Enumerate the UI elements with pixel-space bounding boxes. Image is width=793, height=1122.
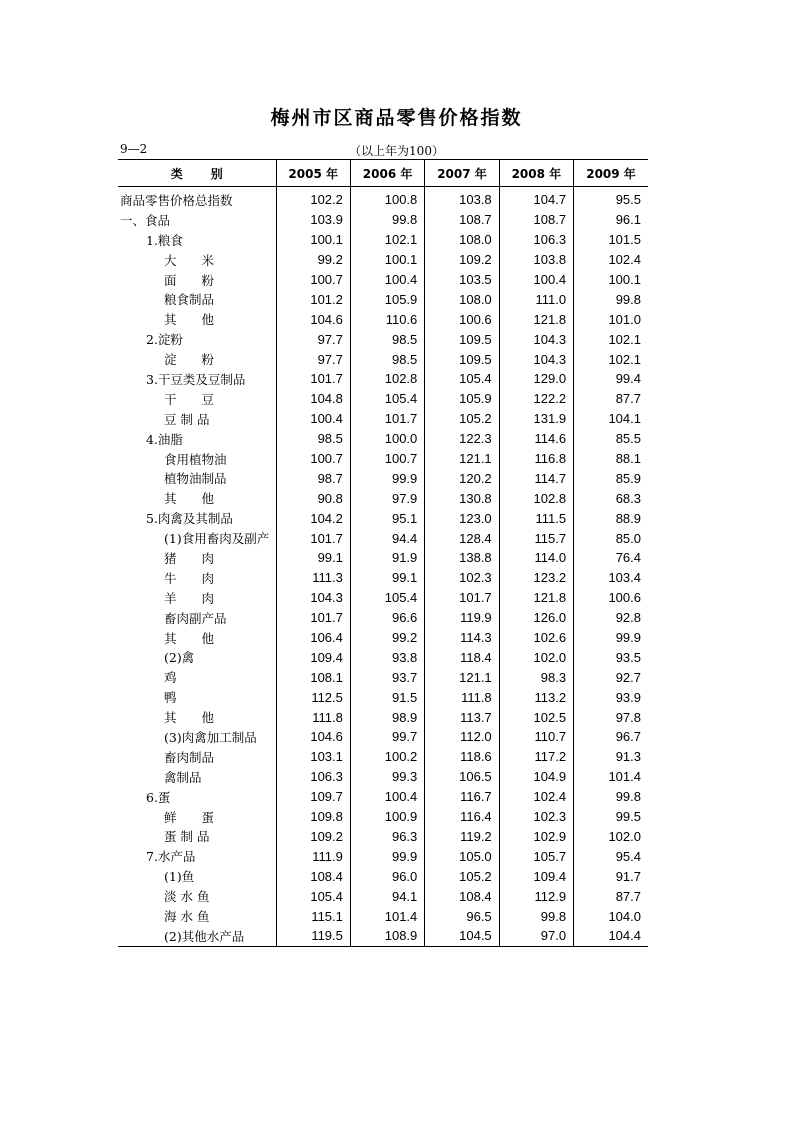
index-value: 129.0 <box>499 369 573 389</box>
index-value: 102.8 <box>350 369 424 389</box>
table-row <box>118 449 648 469</box>
index-value: 85.5 <box>574 429 648 449</box>
row-label: 蛋 制 品 <box>164 829 210 845</box>
table-row <box>118 926 648 946</box>
header-year: 2006 年 <box>350 160 424 187</box>
index-value: 97.8 <box>574 707 648 727</box>
row-label: 其 他 <box>164 312 215 328</box>
index-value: 106.4 <box>276 628 350 648</box>
index-value: 102.3 <box>425 568 499 588</box>
table-row <box>118 568 648 588</box>
row-label: 商品零售价格总指数 <box>120 192 233 208</box>
table-row <box>118 906 648 926</box>
index-value: 126.0 <box>499 608 573 628</box>
index-value: 116.7 <box>425 787 499 807</box>
table-row <box>118 309 648 329</box>
table-row <box>118 270 648 290</box>
index-value: 92.8 <box>574 608 648 628</box>
header-category-b: 别 <box>210 166 223 181</box>
index-value: 108.0 <box>425 230 499 250</box>
index-value: 102.1 <box>574 349 648 369</box>
index-value: 119.2 <box>425 827 499 847</box>
row-label: 1.粮食 <box>146 232 183 248</box>
row-label: 一、食品 <box>120 212 171 228</box>
index-value: 98.5 <box>276 429 350 449</box>
index-value: 102.0 <box>574 827 648 847</box>
row-label: 其 他 <box>164 710 215 726</box>
row-label: 羊 肉 <box>164 590 215 606</box>
index-value: 112.0 <box>425 727 499 747</box>
index-value: 102.4 <box>574 250 648 270</box>
table-row <box>118 886 648 906</box>
index-value: 96.0 <box>350 866 424 886</box>
index-value: 108.0 <box>425 289 499 309</box>
index-value: 121.1 <box>425 667 499 687</box>
table-row <box>118 369 648 389</box>
index-value: 104.6 <box>276 309 350 329</box>
index-value: 99.1 <box>276 548 350 568</box>
table-body <box>118 187 648 947</box>
index-value: 98.9 <box>350 707 424 727</box>
index-value: 104.3 <box>499 349 573 369</box>
index-value: 106.3 <box>499 230 573 250</box>
row-label: (1)鱼 <box>164 869 195 885</box>
table-row <box>118 787 648 807</box>
index-value: 122.3 <box>425 429 499 449</box>
header-year: 2007 年 <box>425 160 499 187</box>
index-value: 100.0 <box>350 429 424 449</box>
index-value: 115.1 <box>276 906 350 926</box>
index-value: 108.4 <box>276 866 350 886</box>
table-row <box>118 588 648 608</box>
index-value: 102.8 <box>499 488 573 508</box>
index-value: 94.1 <box>350 886 424 906</box>
index-value: 87.7 <box>574 886 648 906</box>
index-value: 87.7 <box>574 389 648 409</box>
index-value: 108.9 <box>350 926 424 946</box>
table-row <box>118 528 648 548</box>
row-label: 畜肉副产品 <box>164 610 227 626</box>
table-row <box>118 608 648 628</box>
table-row <box>118 429 648 449</box>
index-value: 98.7 <box>276 468 350 488</box>
row-label: 猪 肉 <box>164 550 215 566</box>
table-row <box>118 187 648 210</box>
index-value: 92.7 <box>574 667 648 687</box>
index-value: 110.7 <box>499 727 573 747</box>
index-value: 105.4 <box>350 588 424 608</box>
index-value: 96.3 <box>350 827 424 847</box>
index-value: 112.9 <box>499 886 573 906</box>
index-value: 100.8 <box>350 187 424 210</box>
index-value: 99.8 <box>574 787 648 807</box>
index-value: 99.8 <box>350 210 424 230</box>
index-value: 106.3 <box>276 767 350 787</box>
row-label: 鸭 <box>164 690 177 706</box>
index-value: 103.8 <box>499 250 573 270</box>
row-label: 其 他 <box>164 491 215 507</box>
index-value: 93.9 <box>574 687 648 707</box>
index-value: 105.4 <box>350 389 424 409</box>
index-value: 104.3 <box>499 329 573 349</box>
index-value: 100.7 <box>350 449 424 469</box>
index-value: 99.9 <box>574 628 648 648</box>
index-value: 123.0 <box>425 508 499 528</box>
index-value: 101.5 <box>574 230 648 250</box>
index-value: 109.5 <box>425 349 499 369</box>
index-value: 93.8 <box>350 647 424 667</box>
index-value: 99.1 <box>350 568 424 588</box>
table-row <box>118 727 648 747</box>
index-value: 104.4 <box>574 926 648 946</box>
index-value: 100.4 <box>499 270 573 290</box>
index-value: 91.9 <box>350 548 424 568</box>
index-value: 101.7 <box>276 528 350 548</box>
row-label: 5.肉禽及其制品 <box>146 511 233 527</box>
table-row <box>118 548 648 568</box>
index-value: 100.4 <box>350 270 424 290</box>
index-value: 121.1 <box>425 449 499 469</box>
index-value: 102.1 <box>574 329 648 349</box>
index-value: 97.9 <box>350 488 424 508</box>
index-value: 96.7 <box>574 727 648 747</box>
index-value: 99.8 <box>574 289 648 309</box>
index-value: 100.7 <box>276 270 350 290</box>
index-value: 104.6 <box>276 727 350 747</box>
index-value: 111.3 <box>276 568 350 588</box>
index-value: 102.5 <box>499 707 573 727</box>
row-label: 海 水 鱼 <box>164 909 210 924</box>
table-row <box>118 707 648 727</box>
index-value: 104.9 <box>499 767 573 787</box>
index-value: 76.4 <box>574 548 648 568</box>
index-value: 113.7 <box>425 707 499 727</box>
index-value: 102.3 <box>499 807 573 827</box>
index-value: 111.8 <box>425 687 499 707</box>
index-value: 100.2 <box>350 747 424 767</box>
table-row <box>118 667 648 687</box>
index-value: 114.6 <box>499 429 573 449</box>
index-value: 93.7 <box>350 667 424 687</box>
index-value: 100.7 <box>276 449 350 469</box>
index-value: 108.1 <box>276 667 350 687</box>
index-value: 109.2 <box>425 250 499 270</box>
index-value: 101.7 <box>276 608 350 628</box>
index-value: 109.5 <box>425 329 499 349</box>
index-value: 103.5 <box>425 270 499 290</box>
table-row <box>118 230 648 250</box>
index-value: 113.2 <box>499 687 573 707</box>
header-row <box>118 160 648 187</box>
index-value: 104.0 <box>574 906 648 926</box>
index-value: 116.4 <box>425 807 499 827</box>
index-value: 121.8 <box>499 588 573 608</box>
table-row <box>118 468 648 488</box>
index-value: 101.0 <box>574 309 648 329</box>
table-row <box>118 647 648 667</box>
index-value: 91.3 <box>574 747 648 767</box>
price-index-table <box>118 159 648 947</box>
index-value: 114.3 <box>425 628 499 648</box>
index-value: 103.1 <box>276 747 350 767</box>
row-label: 豆 制 品 <box>164 411 210 427</box>
index-value: 119.5 <box>276 926 350 946</box>
index-value: 103.8 <box>425 187 499 210</box>
index-value: 105.4 <box>276 886 350 906</box>
index-value: 111.9 <box>276 846 350 866</box>
row-label: 植物油制品 <box>164 471 227 487</box>
table-row <box>118 389 648 409</box>
header-year: 2008 年 <box>499 160 573 187</box>
row-label: (2)其他水产品 <box>118 926 276 946</box>
index-value: 105.2 <box>425 866 499 886</box>
index-value: 97.7 <box>276 349 350 369</box>
index-value: 100.6 <box>425 309 499 329</box>
row-label: 禽制品 <box>164 769 202 785</box>
index-value: 96.1 <box>574 210 648 230</box>
index-value: 88.1 <box>574 449 648 469</box>
table-row <box>118 687 648 707</box>
table-row <box>118 250 648 270</box>
index-value: 99.2 <box>276 250 350 270</box>
index-value: 109.7 <box>276 787 350 807</box>
index-value: 123.2 <box>499 568 573 588</box>
index-value: 100.1 <box>574 270 648 290</box>
index-value: 91.7 <box>574 866 648 886</box>
index-value: 95.1 <box>350 508 424 528</box>
table-row <box>118 807 648 827</box>
index-value: 103.4 <box>574 568 648 588</box>
index-value: 106.5 <box>425 767 499 787</box>
index-value: 97.7 <box>276 329 350 349</box>
index-value: 109.8 <box>276 807 350 827</box>
index-value: 101.4 <box>350 906 424 926</box>
index-value: 91.5 <box>350 687 424 707</box>
index-value: 105.9 <box>350 289 424 309</box>
index-value: 100.1 <box>276 230 350 250</box>
index-value: 100.4 <box>350 787 424 807</box>
index-value: 98.3 <box>499 667 573 687</box>
row-label: 2.淀粉 <box>146 332 183 348</box>
index-value: 104.8 <box>276 389 350 409</box>
row-label: (1)食用畜肉及副产 <box>164 531 270 547</box>
index-value: 99.4 <box>574 369 648 389</box>
index-value: 114.0 <box>499 548 573 568</box>
index-value: 108.7 <box>425 210 499 230</box>
header-category <box>118 160 276 187</box>
index-value: 96.6 <box>350 608 424 628</box>
index-value: 105.4 <box>425 369 499 389</box>
index-value: 101.7 <box>276 369 350 389</box>
header-year: 2009 年 <box>574 160 648 187</box>
table-row <box>118 289 648 309</box>
index-value: 110.6 <box>350 309 424 329</box>
row-label: 粮食制品 <box>164 292 215 308</box>
index-value: 121.8 <box>499 309 573 329</box>
unit-note: （以上年为100） <box>349 144 444 158</box>
index-value: 131.9 <box>499 409 573 429</box>
row-label: 大 米 <box>164 252 215 268</box>
table-code: 9—2 <box>120 142 148 156</box>
index-value: 99.9 <box>350 846 424 866</box>
index-value: 96.5 <box>425 906 499 926</box>
table-row <box>118 349 648 369</box>
index-value: 105.2 <box>425 409 499 429</box>
index-value: 117.2 <box>499 747 573 767</box>
index-value: 111.5 <box>499 508 573 528</box>
header-category-a: 类 <box>170 166 183 181</box>
index-value: 101.2 <box>276 289 350 309</box>
table-row <box>118 846 648 866</box>
index-value: 93.5 <box>574 647 648 667</box>
row-label: 4.油脂 <box>146 431 183 447</box>
index-value: 105.9 <box>425 389 499 409</box>
index-value: 98.5 <box>350 349 424 369</box>
index-value: 118.6 <box>425 747 499 767</box>
row-label: 其 他 <box>164 630 215 646</box>
row-label: 鸡 <box>164 670 177 686</box>
table-row <box>118 409 648 429</box>
index-value: 109.4 <box>276 647 350 667</box>
row-label: 7.水产品 <box>146 849 196 865</box>
index-value: 119.9 <box>425 608 499 628</box>
index-value: 108.4 <box>425 886 499 906</box>
index-value: 104.3 <box>276 588 350 608</box>
row-label: 畜肉制品 <box>164 749 215 765</box>
row-label: (3)肉禽加工制品 <box>164 729 257 745</box>
index-value: 104.5 <box>425 926 499 946</box>
table-row <box>118 767 648 787</box>
index-value: 104.2 <box>276 508 350 528</box>
row-label: 牛 肉 <box>164 570 215 586</box>
index-value: 100.1 <box>350 250 424 270</box>
index-value: 104.7 <box>499 187 573 210</box>
index-value: 102.9 <box>499 827 573 847</box>
index-value: 102.2 <box>276 187 350 210</box>
index-value: 85.0 <box>574 528 648 548</box>
index-value: 118.4 <box>425 647 499 667</box>
index-value: 114.7 <box>499 468 573 488</box>
index-value: 111.0 <box>499 289 573 309</box>
table-row <box>118 827 648 847</box>
index-value: 104.1 <box>574 409 648 429</box>
index-value: 99.2 <box>350 628 424 648</box>
index-value: 102.6 <box>499 628 573 648</box>
row-label: 淀 粉 <box>164 352 215 368</box>
table-row <box>118 628 648 648</box>
index-value: 99.8 <box>499 906 573 926</box>
index-value: 109.4 <box>499 866 573 886</box>
index-value: 101.4 <box>574 767 648 787</box>
index-value: 102.0 <box>499 647 573 667</box>
index-value: 100.6 <box>574 588 648 608</box>
row-label: 面 粉 <box>164 272 215 288</box>
index-value: 112.5 <box>276 687 350 707</box>
index-value: 101.7 <box>425 588 499 608</box>
index-value: 101.7 <box>350 409 424 429</box>
index-value: 98.5 <box>350 329 424 349</box>
index-value: 128.4 <box>425 528 499 548</box>
index-value: 100.9 <box>350 807 424 827</box>
header-year: 2005 年 <box>276 160 350 187</box>
table-row <box>118 747 648 767</box>
index-value: 94.4 <box>350 528 424 548</box>
row-label: 鲜 蛋 <box>164 809 215 825</box>
row-label: 食用植物油 <box>164 451 227 467</box>
row-label: (2)禽 <box>164 650 195 666</box>
index-value: 102.1 <box>350 230 424 250</box>
index-value: 95.4 <box>574 846 648 866</box>
index-value: 105.7 <box>499 846 573 866</box>
index-value: 116.8 <box>499 449 573 469</box>
index-value: 99.9 <box>350 468 424 488</box>
index-value: 102.4 <box>499 787 573 807</box>
index-value: 111.8 <box>276 707 350 727</box>
row-label: 干 豆 <box>164 391 215 407</box>
index-value: 115.7 <box>499 528 573 548</box>
index-value: 88.9 <box>574 508 648 528</box>
index-value: 68.3 <box>574 488 648 508</box>
index-value: 105.0 <box>425 846 499 866</box>
index-value: 130.8 <box>425 488 499 508</box>
table-row <box>118 488 648 508</box>
table-row <box>118 508 648 528</box>
index-value: 120.2 <box>425 468 499 488</box>
table-row <box>118 210 648 230</box>
index-value: 109.2 <box>276 827 350 847</box>
index-value: 95.5 <box>574 187 648 210</box>
index-value: 138.8 <box>425 548 499 568</box>
index-value: 90.8 <box>276 488 350 508</box>
row-label: 3.干豆类及豆制品 <box>146 371 246 387</box>
index-value: 99.7 <box>350 727 424 747</box>
index-value: 103.9 <box>276 210 350 230</box>
index-value: 108.7 <box>499 210 573 230</box>
index-value: 99.5 <box>574 807 648 827</box>
index-value: 97.0 <box>499 926 573 946</box>
row-label: 6.蛋 <box>146 789 171 805</box>
index-value: 85.9 <box>574 468 648 488</box>
table-row <box>118 866 648 886</box>
index-value: 99.3 <box>350 767 424 787</box>
index-value: 122.2 <box>499 389 573 409</box>
index-value: 100.4 <box>276 409 350 429</box>
page-title: 梅州市区商品零售价格指数 <box>270 107 523 129</box>
table-row <box>118 329 648 349</box>
row-label: 淡 水 鱼 <box>164 889 210 905</box>
